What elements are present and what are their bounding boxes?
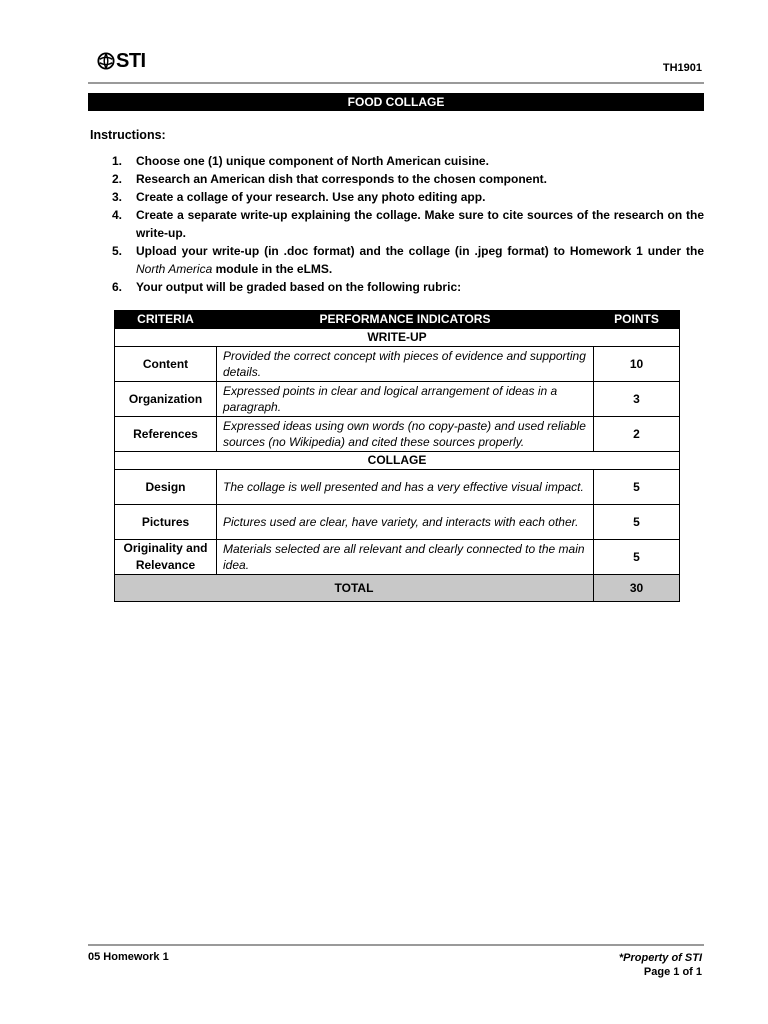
criteria-cell: Content — [115, 347, 217, 382]
page-title: FOOD COLLAGE — [88, 93, 704, 111]
logo-text: STI — [116, 50, 146, 72]
indicator-cell: Provided the correct concept with pieces of evidence and supporting details. — [217, 347, 594, 382]
list-number: 1. — [112, 154, 123, 168]
sti-logo — [97, 51, 146, 71]
list-number: 5. — [112, 244, 123, 258]
header-divider — [88, 82, 704, 84]
column-header-criteria: CRITERIA — [115, 311, 217, 329]
list-item — [90, 188, 704, 206]
table-row — [115, 382, 680, 417]
list-text-part: Upload your write-up (in .doc format) and the collage (in .jpeg format) to Homework 1 under the — [136, 244, 704, 258]
points-cell: 3 — [594, 382, 680, 417]
list-text-part: module in the eLMS. — [215, 262, 333, 276]
column-header-indicators: PERFORMANCE INDICATORS — [217, 311, 594, 329]
total-row — [115, 575, 680, 602]
list-text: Create a collage of your research. Use any photo editing app. — [136, 190, 486, 204]
indicator-cell: The collage is well presented and has a very effective visual impact. — [217, 470, 594, 505]
document-code: TH1901 — [662, 62, 702, 74]
list-item — [90, 152, 704, 170]
total-points: 30 — [594, 575, 680, 602]
criteria-cell: References — [115, 417, 217, 452]
table-row — [115, 540, 680, 575]
list-item — [90, 278, 704, 296]
list-number: 3. — [112, 190, 123, 204]
footer-property: *Property of STI — [618, 952, 702, 964]
footer-page-number: Page 1 of 1 — [643, 966, 702, 978]
section-title: COLLAGE — [115, 452, 680, 470]
footer-divider — [88, 944, 704, 946]
list-item — [90, 170, 704, 188]
section-row — [115, 452, 680, 470]
indicator-cell: Pictures used are clear, have variety, and interacts with each other. — [217, 505, 594, 540]
points-cell: 5 — [594, 540, 680, 575]
column-header-points: POINTS — [594, 311, 680, 329]
points-cell: 10 — [594, 347, 680, 382]
points-cell: 5 — [594, 470, 680, 505]
instructions-label: Instructions: — [90, 128, 166, 142]
list-text: Research an American dish that corresponds to the chosen component. — [136, 172, 547, 186]
footer-right — [619, 951, 702, 979]
list-text: Choose one (1) unique component of North American cuisine. — [136, 154, 489, 168]
table-row — [115, 417, 680, 452]
list-item — [90, 242, 704, 278]
list-text: Create a separate write-up explaining the collage. Make sure to cite sources of the research on the write-up. — [136, 208, 704, 240]
globe-icon — [97, 52, 115, 70]
list-number: 6. — [112, 280, 123, 294]
list-number: 4. — [112, 208, 123, 222]
list-item — [90, 206, 704, 242]
points-cell: 5 — [594, 505, 680, 540]
table-row — [115, 347, 680, 382]
section-title: WRITE-UP — [115, 329, 680, 347]
list-text: Your output will be graded based on the following rubric: — [136, 280, 462, 294]
section-row — [115, 329, 680, 347]
table-row — [115, 505, 680, 540]
footer-document-name: 05 Homework 1 — [88, 951, 169, 963]
total-label: TOTAL — [115, 575, 594, 602]
criteria-cell: Organization — [115, 382, 217, 417]
list-text — [136, 242, 704, 278]
list-number: 2. — [112, 172, 123, 186]
indicator-cell: Expressed points in clear and logical arrangement of ideas in a paragraph. — [217, 382, 594, 417]
table-header-row — [115, 311, 680, 329]
indicator-cell: Expressed ideas using own words (no copy-paste) and used reliable sources (no Wikipedia) and cited these sources properly. — [217, 417, 594, 452]
list-text-emphasis: North America — [136, 262, 213, 276]
instruction-list — [90, 152, 704, 296]
table-row — [115, 470, 680, 505]
criteria-cell: Design — [115, 470, 217, 505]
indicator-cell: Materials selected are all relevant and clearly connected to the main idea. — [217, 540, 594, 575]
criteria-cell: Pictures — [115, 505, 217, 540]
criteria-cell: Originality and Relevance — [115, 540, 217, 575]
rubric-table — [114, 310, 680, 602]
points-cell: 2 — [594, 417, 680, 452]
